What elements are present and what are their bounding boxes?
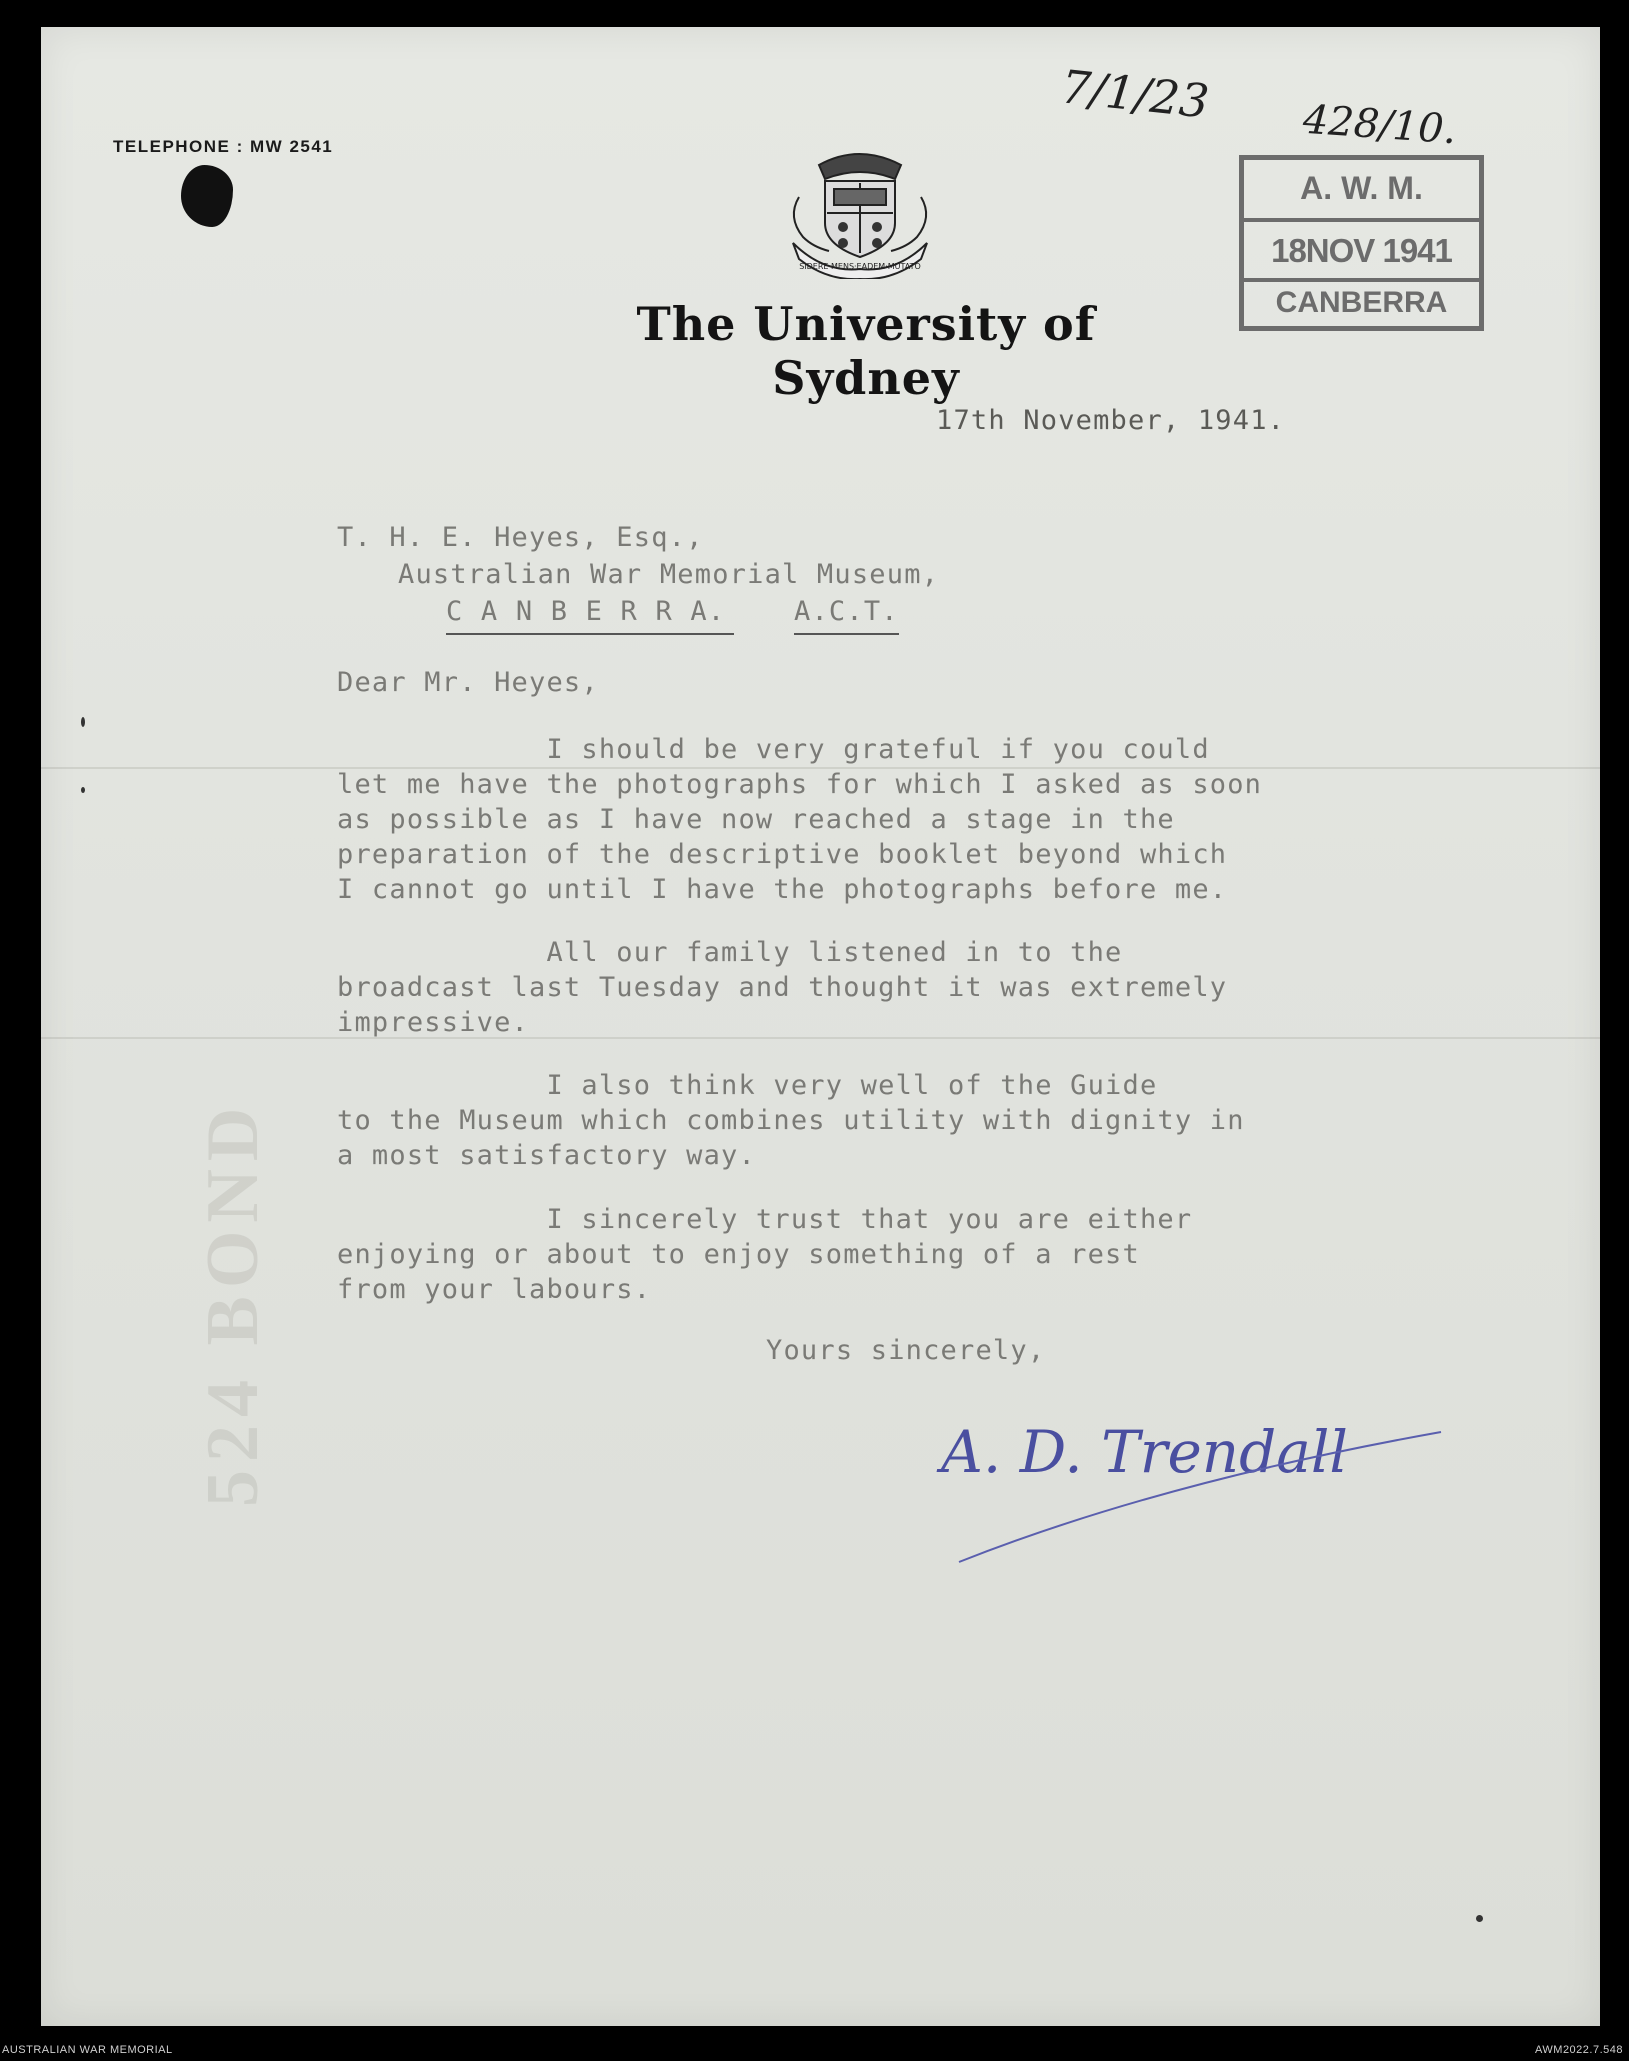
footer-source: AUSTRALIAN WAR MEMORIAL: [2, 2044, 173, 2056]
salutation: Dear Mr. Heyes,: [337, 667, 599, 698]
stamp-org: A. W. M.: [1300, 170, 1423, 206]
university-crest-icon: [779, 147, 941, 279]
recipient-organisation: Australian War Memorial Museum,: [398, 559, 940, 590]
svg-text:A. D. Trendall: A. D. Trendall: [941, 1418, 1348, 1486]
telephone-number: TELEPHONE : MW 2541: [113, 137, 334, 156]
letter-page: 524 BOND TELEPHONE : MW 2541 SIDERE·MENS·EADEM·MUTATO The University of Sydney 7/1/23 428/10. A. W. M. 18NOV 1941 CANBERRA 17th November, 1941. T. H. E. Heyes, Esq., Australian War Memorial Museum, C A N B E R R A. A.C.T. Dear Mr. Heyes, I should be very grateful if you could let me have the photographs for which I asked as soon as possible as I have now reached a stage in the preparation of the descriptive booklet beyond which I cannot go until I have the photographs before me. All our family listened in to the broadcast last Tuesday and thought it was extremely impressive. I also think very well of the Guide to the Museum which combines utility with dignity in a most satisfactory way. I sincerely trust that you are either enjoying or about to enjoy something of a rest from your labours. Yours sincerely, A. D. Trendall: [41, 27, 1600, 2026]
fold-line: [41, 1037, 1600, 1039]
signature: [911, 1372, 1471, 1572]
recipient-name: T. H. E. Heyes, Esq.,: [337, 522, 704, 553]
closing: Yours sincerely,: [766, 1335, 1046, 1366]
handwritten-reference: 428/10.: [1301, 96, 1458, 154]
letter-date: 17th November, 1941.: [936, 405, 1286, 436]
handwritten-date: 7/1/23: [1058, 59, 1212, 129]
crest-motto: SIDERE·MENS·EADEM·MUTATO: [799, 262, 921, 271]
footer-accession: AWM2022.7.548: [1534, 2044, 1623, 2056]
university-name: The University of Sydney: [636, 297, 1096, 405]
paper-watermark: 524 BOND: [192, 1099, 274, 1507]
punched-hole: [181, 165, 233, 227]
stamp-date: 18NOV 1941: [1271, 232, 1452, 269]
stamp-city: CANBERRA: [1275, 286, 1448, 319]
recipient-city: C A N B E R R A.: [446, 596, 726, 627]
received-stamp: [1239, 155, 1484, 331]
recipient-territory: A.C.T.: [794, 596, 899, 627]
